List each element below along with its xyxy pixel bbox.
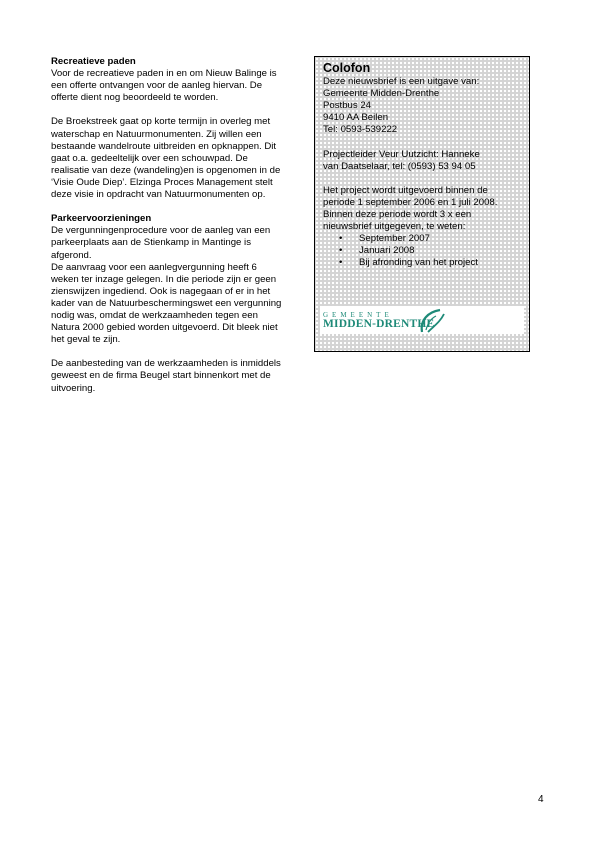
colofon-period (323, 185, 522, 233)
bullet-icon: • (339, 245, 343, 257)
colofon-phone: Tel: 0593-539222 (323, 124, 398, 136)
colofon-contact-line1: Projectleider Veur Uutzicht: Hanneke (323, 148, 480, 160)
left-column (51, 56, 287, 407)
edition-label: September 2007 (359, 233, 430, 245)
paragraph-parkeer-3: De aanbesteding van de werkzaamheden is inmiddels geweest en de firma Beugel start binnenkort met de uitvoering. (51, 358, 281, 394)
paragraph-parkeer-2: De aanvraag voor een aanlegvergunning heeft 6 weken ter inzage gelegen. In die periode zijn er geen zienswijzen ingediend. Ook is nagegaan of er in het kader van de Natuurbeschermingswet een vergunning nodig was, omdat de werkzaamheden tegen een Natura 2000 gebied worden uitgevoerd. Dit bleek niet het geval te zijn. (51, 261, 282, 346)
edition-list (323, 233, 522, 269)
colofon-contact (323, 149, 522, 173)
page-number: 4 (538, 794, 544, 805)
colofon-contact-line2: van Daatselaar, tel: (0593) 53 94 05 (323, 160, 476, 172)
edition-label: Januari 2008 (359, 245, 415, 257)
colofon-intro: Deze nieuwsbrief is een uitgave van: (323, 76, 480, 87)
edition-list-item (339, 257, 522, 269)
colofon-period-line2: periode 1 september 2006 en 1 juli 2008. (323, 196, 498, 208)
colofon-address1: Postbus 24 (323, 100, 372, 112)
paragraph-recreatieve-paden-2: De Broekstreek gaat op korte termijn in overleg met waterschap en Natuurmonumenten. Zij willen een bestaande wandelroute uitbreiden en opknappen. Dit gaat o.a. gedeeltelijk over een schouwpad. De realisatie van deze (wandeling)en is opgenomen in de ‘Visie Oude Diep’. Elzinga Proces Management stelt deze visie in opdracht van Natuurmonumenten op. (51, 116, 281, 201)
colofon-org: Gemeente Midden-Drenthe (323, 88, 440, 100)
logo-text-midden-drenthe: MIDDEN-DRENTHE (323, 318, 435, 330)
colofon-period-line1: Het project wordt uitgevoerd binnen de (323, 184, 488, 196)
colofon-period-line3: Binnen deze periode wordt 3 x een (323, 209, 472, 221)
logo-text-gemeente: GEMEENTE (323, 311, 393, 319)
colofon-address2: 9410 AA Beilen (323, 112, 389, 124)
edition-list-item (339, 233, 522, 245)
edition-list-item (339, 245, 522, 257)
edition-label: Bij afronding van het project (359, 257, 478, 269)
colofon-period-line4: nieuwsbrief uitgegeven, te weten: (323, 221, 466, 233)
bullet-icon: • (339, 257, 343, 269)
heading-recreatieve-paden: Recreatieve paden (51, 56, 136, 67)
municipality-logo (320, 306, 524, 334)
logo-swoosh-icon (418, 306, 448, 334)
colofon-box (314, 56, 530, 352)
colofon-publisher (323, 76, 522, 136)
paragraph-parkeer-1: De vergunningenprocedure voor de aanleg van een parkeerplaats aan de Stienkamp in Mantinge is afgerond. (51, 225, 271, 261)
heading-parkeervoorzieningen: Parkeervoorzieningen (51, 213, 152, 225)
colofon-title: Colofon (323, 61, 371, 75)
bullet-icon: • (339, 233, 343, 245)
paragraph-recreatieve-paden-1: Voor de recreatieve paden in en om Nieuw Balinge is een offerte ontvangen voor de aanleg hiervan. De offerte dient nog beoordeeld te worden. (51, 68, 277, 104)
